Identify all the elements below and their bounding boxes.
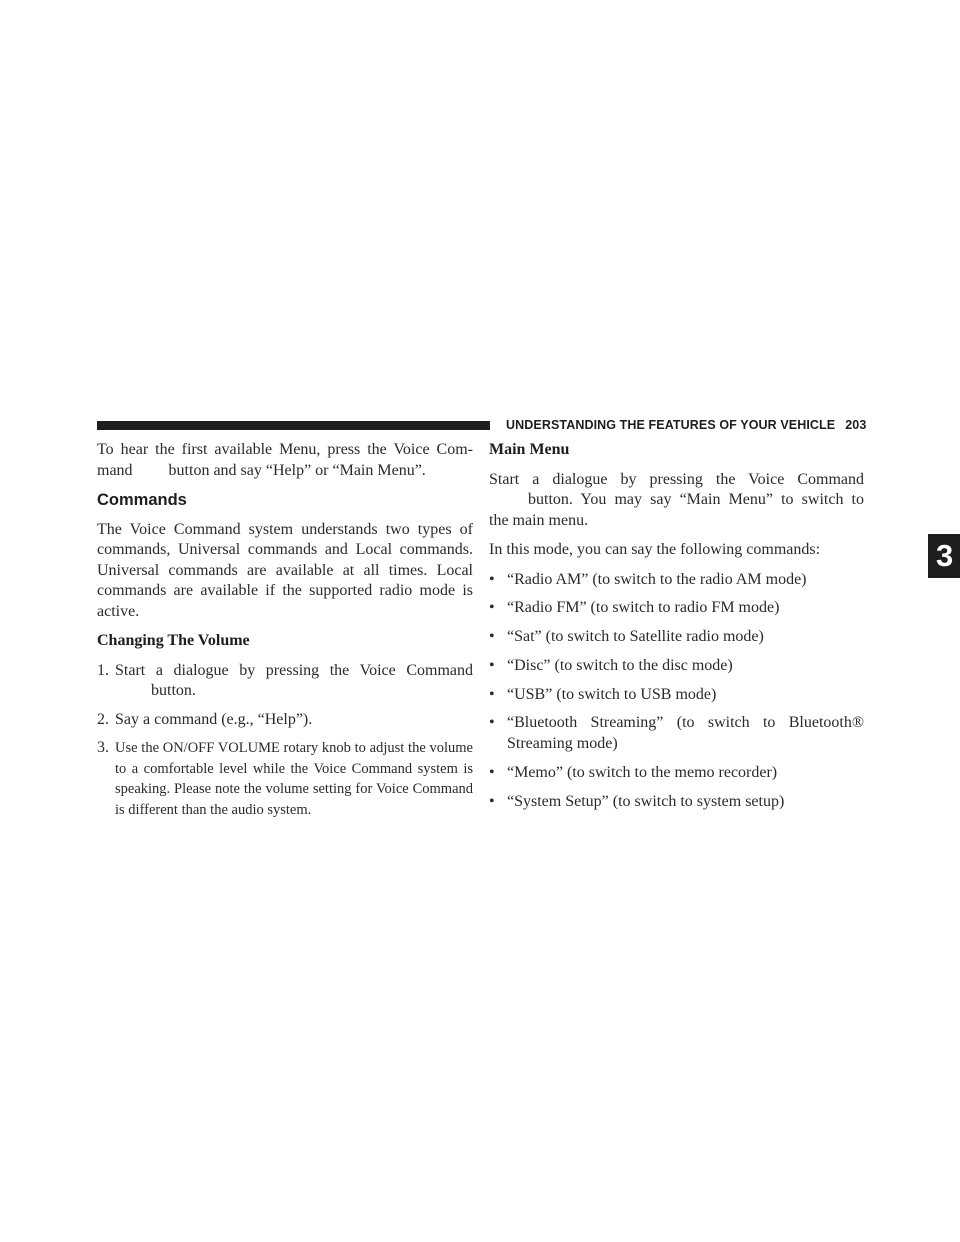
bullet-icon: • xyxy=(489,656,495,674)
running-header xyxy=(506,418,866,432)
bullet-icon: • xyxy=(489,599,495,617)
bullet-icon: • xyxy=(489,570,495,588)
step-item xyxy=(97,738,473,820)
right-column xyxy=(489,440,864,820)
volume-steps xyxy=(97,661,473,821)
command-text: “Disc” (to switch to the disc mode) xyxy=(507,656,733,674)
intro-paragraph xyxy=(97,440,473,481)
command-item xyxy=(489,792,864,813)
step-text: Say a command (e.g., “Help”). xyxy=(115,710,313,728)
commands-heading: Commands xyxy=(97,491,187,509)
command-item xyxy=(489,598,864,619)
header-rule xyxy=(97,421,490,430)
command-text: “System Setup” (to switch to system setup) xyxy=(507,792,785,810)
command-item xyxy=(489,685,864,706)
bullet-icon: • xyxy=(489,628,495,646)
commands-body: The Voice Command system understands two types of commands, Universal commands and Local commands. Universal commands are available at all times. Local commands are available if the supported radio mode is active. xyxy=(97,520,473,620)
command-item xyxy=(489,713,864,754)
intro-line-2b: button and say “Help” or “Main Menu”. xyxy=(168,461,426,479)
bullet-icon: • xyxy=(489,685,495,703)
command-text: “Memo” (to switch to the memo recorder) xyxy=(507,763,778,781)
step-text: Use the ON/OFF VOLUME rotary knob to adjust the volume to a comfortable level while the Voice Command system is speaking. Please note the volume setting for Voice Command is different than the audio system. xyxy=(115,740,473,818)
main-menu-line-2: button. You may say “Main Menu” to switch to xyxy=(528,491,864,508)
step-number: 2. xyxy=(97,710,109,728)
main-menu-paragraph xyxy=(489,470,864,532)
bullet-icon: • xyxy=(489,792,495,810)
command-item xyxy=(489,656,864,677)
command-text: “Radio FM” (to switch to radio FM mode) xyxy=(507,599,780,617)
command-text: “Bluetooth Streaming” (to switch to Bluetooth® Streaming mode) xyxy=(507,714,864,752)
step-text: Start a dialogue by pressing the Voice Command xyxy=(115,661,473,679)
left-column xyxy=(97,440,473,828)
command-text: “Radio AM” (to switch to the radio AM mode) xyxy=(507,570,807,588)
intro-line-2a: mand xyxy=(97,461,133,479)
main-menu-heading: Main Menu xyxy=(489,441,570,458)
page-number: 203 xyxy=(845,418,867,432)
command-item xyxy=(489,763,864,784)
step-number: 1. xyxy=(97,661,109,679)
step-item xyxy=(97,710,473,731)
command-item xyxy=(489,627,864,648)
command-text: “Sat” (to switch to Satellite radio mode) xyxy=(507,628,764,646)
bullet-icon: • xyxy=(489,763,495,781)
mode-intro: In this mode, you can say the following commands: xyxy=(489,541,821,558)
intro-line-1: To hear the first available Menu, press the Voice Com- xyxy=(97,441,473,458)
command-text: “USB” (to switch to USB mode) xyxy=(507,685,717,703)
main-menu-line-3: the main menu. xyxy=(489,511,589,529)
step-text-cont: button. xyxy=(151,682,196,699)
volume-heading: Changing The Volume xyxy=(97,632,250,649)
bullet-icon: • xyxy=(489,714,495,732)
main-menu-line-1: Start a dialogue by pressing the Voice Command xyxy=(489,470,864,488)
chapter-tab: 3 xyxy=(928,534,960,578)
section-title: UNDERSTANDING THE FEATURES OF YOUR VEHICLE xyxy=(506,418,836,432)
command-item xyxy=(489,570,864,591)
command-list xyxy=(489,570,864,813)
step-item xyxy=(97,661,473,702)
step-number: 3. xyxy=(97,739,109,756)
